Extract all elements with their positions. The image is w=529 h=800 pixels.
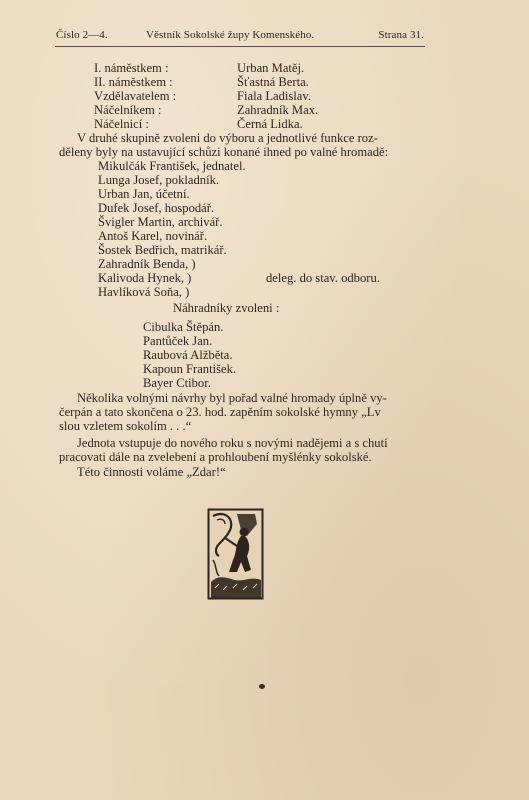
substitutes-heading: Náhradníky zvoleni :: [173, 301, 280, 315]
substitute-member: Bayer Ctibor.: [143, 376, 211, 390]
committee-member: Lunga Josef, pokladník.: [98, 173, 220, 187]
officer-role: II. náměstkem :: [94, 75, 173, 89]
officer-name: Fiala Ladislav.: [237, 89, 312, 103]
delegation-note: deleg. do stav. odboru.: [266, 271, 380, 285]
substitute-member: Raubová Alžběta.: [143, 348, 233, 362]
officer-role: Vzdělavatelem :: [94, 89, 177, 103]
closing-line: Této činnosti voláme „Zdar!“: [77, 465, 226, 479]
officer-role: Náčelníkem :: [94, 103, 162, 117]
journal-title: Věstník Sokolské župy Komenského.: [146, 29, 315, 41]
committee-member: Dufek Josef, hospodář.: [98, 201, 215, 215]
officer-name: Zahradník Max.: [237, 103, 319, 117]
committee-member: Urban Jan, účetní.: [98, 187, 190, 201]
intro-line: děleny byly na ustavující schůzi konané ihned po valné hromadě:: [59, 145, 389, 159]
header-rule: [55, 46, 425, 47]
ink-dot: [259, 684, 265, 689]
substitute-member: Cibulka Štěpán.: [143, 320, 224, 334]
closing-line: pracovati dále na zvelebení a prohloubení myšlénky sokolské.: [59, 450, 372, 464]
committee-member: Šostek Bedřich, matrikář.: [98, 243, 227, 257]
committee-member: Švigler Martin, archivář.: [98, 215, 223, 229]
officer-role: Náčelnicí :: [94, 117, 149, 131]
page-number: Strana 31.: [378, 29, 424, 41]
closing-line: čerpán a tato skončena o 23. hod. zapěním sokolské hymny „Lv: [59, 405, 381, 419]
officer-role: I. náměstkem :: [94, 61, 169, 75]
closing-line: Jednota vstupuje do nového roku s novými nadějemi a s chutí: [77, 436, 388, 450]
committee-member: Zahradník Benda, ): [98, 257, 196, 271]
running-header: [56, 29, 424, 45]
issue-number: Číslo 2—4.: [56, 29, 108, 41]
woodcut-vignette: [207, 508, 264, 600]
substitute-member: Kapoun František.: [143, 362, 237, 376]
substitute-member: Pantůček Jan.: [143, 334, 213, 348]
committee-member: Antoš Karel, novinář.: [98, 229, 208, 243]
committee-member: Havlíková Soňa, ): [98, 285, 190, 299]
intro-line: V druhé skupině zvoleni do výboru a jednotlivé funkce roz-: [77, 131, 378, 145]
officer-name: Šťastná Berta.: [237, 75, 309, 89]
officer-name: Urban Matěj.: [237, 61, 305, 75]
committee-member: Kalivoda Hynek, ): [98, 271, 192, 285]
officer-name: Černá Lidka.: [237, 117, 303, 131]
closing-line: Několika volnými návrhy byl pořad valné hromady úplně vy-: [77, 391, 387, 405]
committee-member: Mikulčák František, jednatel.: [98, 159, 246, 173]
closing-line: slou vzletem sokolím . . .“: [59, 419, 192, 433]
